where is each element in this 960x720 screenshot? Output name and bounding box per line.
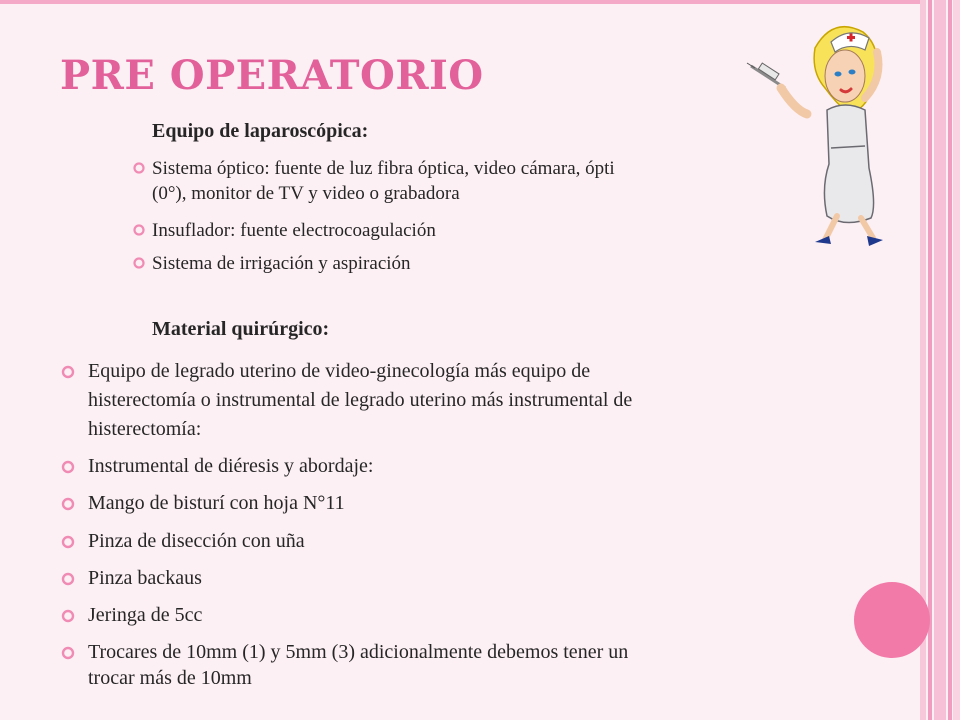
surgical-item: Trocares de 10mm (1) y 5mm (3) adicionalmente debemos tener un (88, 641, 629, 663)
surgical-heading: Material quirúrgico: (152, 318, 330, 340)
slide-title: PRE OPERATORIO (60, 52, 484, 99)
ring-bullet-icon (60, 571, 80, 587)
ring-bullet-icon (60, 645, 80, 661)
ring-bullet-icon (60, 364, 80, 380)
surgical-item-line: trocar más de 10mm (88, 667, 252, 689)
surgical-item-line: histerectomía: (88, 418, 202, 440)
surgical-item: Equipo de legrado uterino de video-ginecología más equipo de (88, 360, 591, 382)
laparoscopy-item: Insuflador: fuente electrocoagulación (152, 220, 436, 241)
surgical-item: Jeringa de 5cc (88, 604, 203, 626)
ring-bullet-icon (132, 161, 152, 175)
laparoscopy-item-continuation: (0°), monitor de TV y video o grabadora (152, 183, 460, 204)
ring-bullet-icon (132, 256, 152, 270)
surgical-item: Pinza backaus (88, 567, 202, 589)
laparoscopy-item: Sistema de irrigación y aspiración (152, 253, 411, 274)
surgical-item-line: histerectomía o instrumental de legrado uterino más instrumental de (88, 389, 633, 411)
laparoscopy-item: Sistema óptico: fuente de luz fibra óptica, video cámara, ópti (152, 158, 615, 179)
ring-bullet-icon (60, 534, 80, 550)
top-accent-line (0, 0, 924, 4)
ring-bullet-icon (60, 608, 80, 624)
ring-bullet-icon (132, 223, 152, 237)
ring-bullet-icon (60, 496, 80, 512)
nurse-illustration (745, 18, 895, 248)
surgical-item: Mango de bisturí con hoja N°11 (88, 492, 345, 514)
surgical-item: Instrumental de diéresis y abordaje: (88, 455, 374, 477)
decorative-circle (854, 582, 930, 658)
ring-bullet-icon (60, 459, 80, 475)
laparoscopy-heading: Equipo de laparoscópica: (152, 120, 369, 142)
surgical-item: Pinza de disección con uña (88, 530, 305, 552)
